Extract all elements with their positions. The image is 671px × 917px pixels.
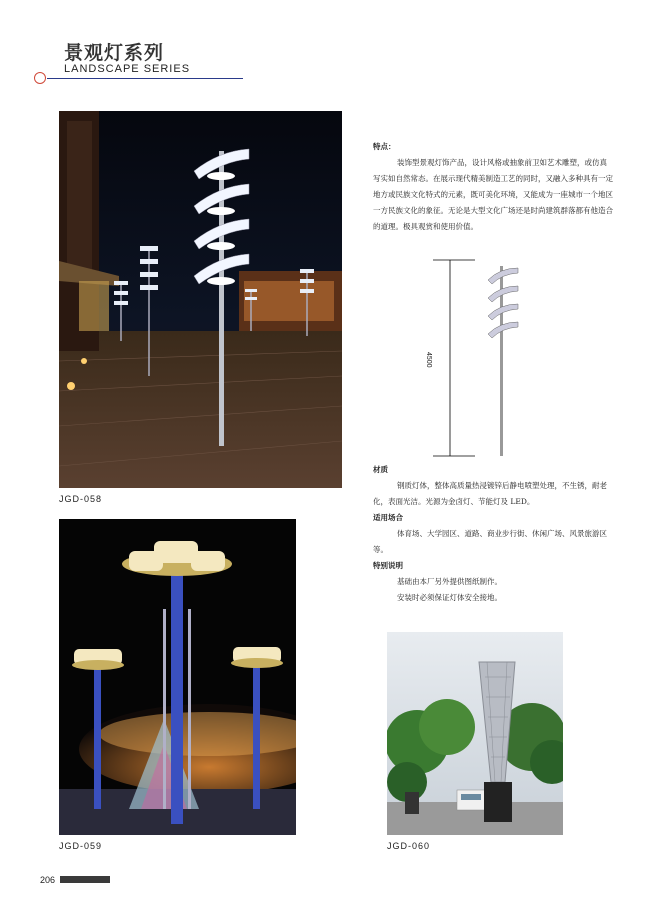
dimension-drawing [430,258,540,458]
caption-jgd-058: JGD-058 [59,494,103,504]
caption-jgd-059: JGD-059 [59,841,103,851]
header-divider [47,78,243,79]
section-title-chinese: 景观灯系列 [64,42,165,64]
material-heading: 材质 [373,465,388,474]
specs-block [373,462,613,606]
product-photo-jgd-059 [59,519,296,835]
material-body: 钢质灯体，整体高质量热浸镀锌后静电喷塑处理，不生锈，耐老化，表面光洁。光源为金卤灯、节能灯及 LED。 [373,481,607,506]
product-photo-jgd-058 [59,111,342,488]
header-circle-ornament [34,72,46,84]
applications-heading: 适用场合 [373,513,403,522]
features-block [373,139,613,235]
dimension-height-label: 4500 [425,352,432,368]
features-body: 装饰型景观灯饰产品，设计风格或抽象前卫如艺术雕塑，或仿真写实如自然常态。在展示现代精美制造工艺的同时，又融入多种具有一定地方或民族文化特式的元素，既可美化环境，又能成为一座城市一个地区一方民族文化的象征。无论是大型文化广场还是时尚建筑群落都有他造合的道理。极具观赏和使用价值。 [373,158,613,231]
footer-bar [60,876,110,883]
notes-line-2: 安装时必须保证灯体安全接地。 [397,593,502,602]
notes-line-1: 基础由本厂另外提供图纸制作。 [397,577,502,586]
section-title-english: LANDSCAPE SERIES [64,63,191,75]
product-photo-jgd-060 [387,632,563,835]
applications-body: 体育场、大学园区、道路、商业步行街、休闲广场、风景旅游区等。 [373,529,607,554]
features-heading: 特点： [373,142,396,151]
notes-heading: 特别说明 [373,561,403,570]
page-number: 206 [40,875,56,885]
caption-jgd-060: JGD-060 [387,841,431,851]
